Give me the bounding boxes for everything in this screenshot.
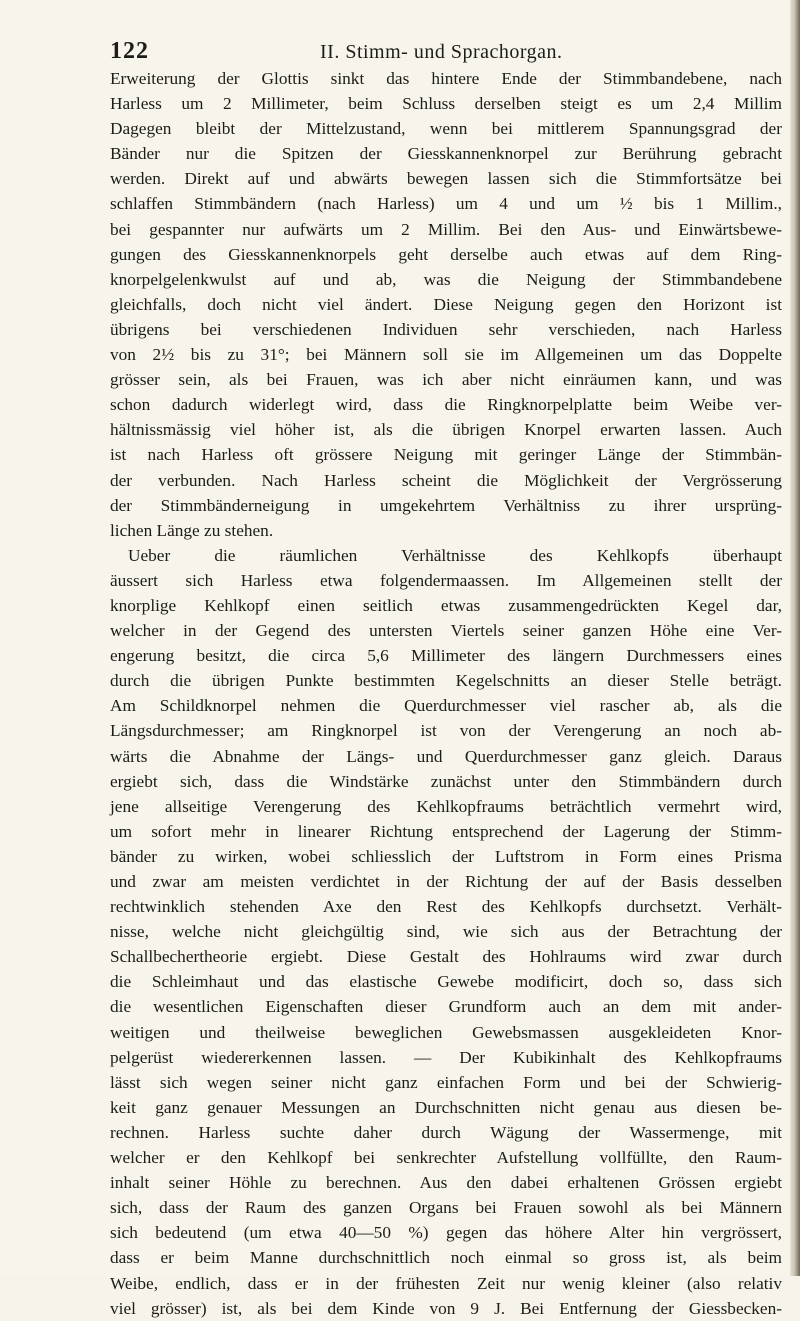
text-line: Bänder nur die Spitzen der Giesskannenknorpel zur Berührung gebracht <box>110 144 782 164</box>
text-line: Ueber die räumlichen Verhältnisse des Kehlkopfs überhaupt <box>128 545 782 565</box>
text-line: und zwar am meisten verdichtet in der Richtung der auf der Basis desselben <box>110 872 782 891</box>
text-line: Harless um 2 Millimeter, beim Schluss derselben steigt es um 2,4 Millim <box>110 94 782 114</box>
text-line: äussert sich Harless etwa folgendermaassen. Im Allgemeinen stellt der <box>110 570 782 590</box>
text-line: lässt sich wegen seiner nicht ganz einfachen Form und bei der Schwierig- <box>110 1072 782 1092</box>
text-line: der Stimmbänderneigung in umgekehrtem Verhältniss zu ihrer ursprüng- <box>110 495 782 515</box>
text-line: um sofort mehr in linearer Richtung entsprechend der Lagerung der Stimm- <box>110 821 782 841</box>
body-text <box>110 66 782 1321</box>
text-line: Erweiterung der Glottis sinkt das hintere Ende der Stimmbandebene, nach <box>110 69 782 88</box>
text-line: bänder zu wirken, wobei schliesslich der Luftstrom in Form eines Prisma <box>110 846 782 866</box>
text-line: weitigen und theilweise beweglichen Gewebsmassen ausgekleideten Knor- <box>110 1022 782 1042</box>
text-line: dass er beim Manne durchschnittlich noch einmal so gross ist, als beim <box>110 1248 782 1268</box>
text-line: welcher in der Gegend des untersten Viertels seiner ganzen Höhe eine Ver- <box>110 621 782 641</box>
text-line: keit ganz genauer Messungen an Durchschnitten nicht genau aus diesen be- <box>110 1097 782 1117</box>
text-line: schlaffen Stimmbändern (nach Harless) um 4 und um ½ bis 1 Millim., <box>110 194 782 214</box>
text-line: pelgerüst wiedererkennen lassen. — Der Kubikinhalt des Kehlkopfraums <box>110 1047 782 1067</box>
text-line: werden. Direkt auf und abwärts bewegen lassen sich die Stimmfortsätze bei <box>110 169 782 189</box>
text-line: die Schleimhaut und das elastische Gewebe modificirt, doch so, dass sich <box>110 972 782 992</box>
text-line: bei gespannter nur aufwärts um 2 Millim. Bei den Aus- und Einwärtsbewe- <box>110 219 782 239</box>
text-line: der verbunden. Nach Harless scheint die Möglichkeit der Vergrösserung <box>110 470 782 490</box>
text-line: Schallbechertheorie ergiebt. Diese Gestalt des Hohlraums wird zwar durch <box>110 947 782 967</box>
text-line: grösser sein, als bei Frauen, was ich aber nicht einräumen kann, und was <box>110 370 782 390</box>
text-line: übrigens bei verschiedenen Individuen sehr verschieden, nach Harless <box>110 319 782 339</box>
text-line: durch die übrigen Punkte bestimmten Kegelschnitts an dieser Stelle beträgt. <box>110 671 782 691</box>
page-number: 122 <box>110 38 149 64</box>
text-line: inhalt seiner Höhle zu berechnen. Aus den dabei erhaltenen Grössen ergiebt <box>110 1173 782 1193</box>
text-line: sich bedeutend (um etwa 40—50 %) gegen das höhere Alter hin vergrössert, <box>110 1223 782 1243</box>
text-line: knorplige Kehlkopf einen seitlich etwas zusammengedrückten Kegel dar, <box>110 595 782 615</box>
running-title: II. Stimm- und Sprachorgan. <box>320 41 563 63</box>
page-edge-shadow <box>790 0 800 1276</box>
text-line: knorpelgelenkwulst auf und ab, was die Neigung der Stimmbandebene <box>110 269 782 289</box>
text-line: nisse, welche nicht gleichgültig sind, wie sich aus der Betrachtung der <box>110 922 782 942</box>
text-line: rechtwinklich stehenden Axe den Rest des Kehlkopfs durchsetzt. Verhält- <box>110 897 782 917</box>
text-line: schon dadurch widerlegt wird, dass die Ringknorpelplatte beim Weibe ver- <box>110 395 782 415</box>
text-line: Weibe, endlich, dass er in der frühesten Zeit nur wenig kleiner (also relativ <box>110 1273 782 1293</box>
text-line: die wesentlichen Eigenschaften dieser Grundform auch an dem mit ander- <box>110 997 782 1017</box>
text-line: welcher er den Kehlkopf bei senkrechter Aufstellung vollfüllte, den Raum- <box>110 1148 782 1168</box>
text-line: engerung besitzt, die circa 5,6 Millimeter des längern Durchmessers eines <box>110 646 782 666</box>
text-line: gleichfalls, doch nicht viel ändert. Diese Neigung gegen den Horizont ist <box>110 294 782 314</box>
text-line: rechnen. Harless suchte daher durch Wägung der Wassermenge, mit <box>110 1122 782 1142</box>
page-header <box>0 28 800 68</box>
text-line: lichen Länge zu stehen. <box>110 520 274 540</box>
text-line: hältnissmässig viel höher ist, als die übrigen Knorpel erwarten lassen. Auch <box>110 420 782 440</box>
text-line: Dagegen bleibt der Mittelzustand, wenn bei mittlerem Spannungsgrad der <box>110 119 782 139</box>
text-line: gungen des Giesskannenknorpels geht derselbe auch etwas auf dem Ring- <box>110 244 782 264</box>
text-line: Am Schildknorpel nehmen die Querdurchmesser viel rascher ab, als die <box>110 696 782 716</box>
text-line: viel grösser) ist, als bei dem Kinde von 9 J. Bei Entfernung der Giessbecken- <box>110 1298 782 1318</box>
text-line: von 2½ bis zu 31°; bei Männern soll sie im Allgemeinen um das Doppelte <box>110 345 782 365</box>
text-line: sich, dass der Raum des ganzen Organs bei Frauen sowohl als bei Männern <box>110 1198 782 1218</box>
text-line: ist nach Harless oft grössere Neigung mit geringer Länge der Stimmbän- <box>110 445 782 465</box>
text-line: wärts die Abnahme der Längs- und Querdurchmesser ganz gleich. Daraus <box>110 746 782 766</box>
text-line: Längsdurchmesser; am Ringknorpel ist von der Verengerung an noch ab- <box>110 721 782 741</box>
text-line: jene allseitige Verengerung des Kehlkopfraums beträchtlich vermehrt wird, <box>110 796 782 816</box>
text-line: ergiebt sich, dass die Windstärke zunächst unter den Stimmbändern durch <box>110 771 782 791</box>
